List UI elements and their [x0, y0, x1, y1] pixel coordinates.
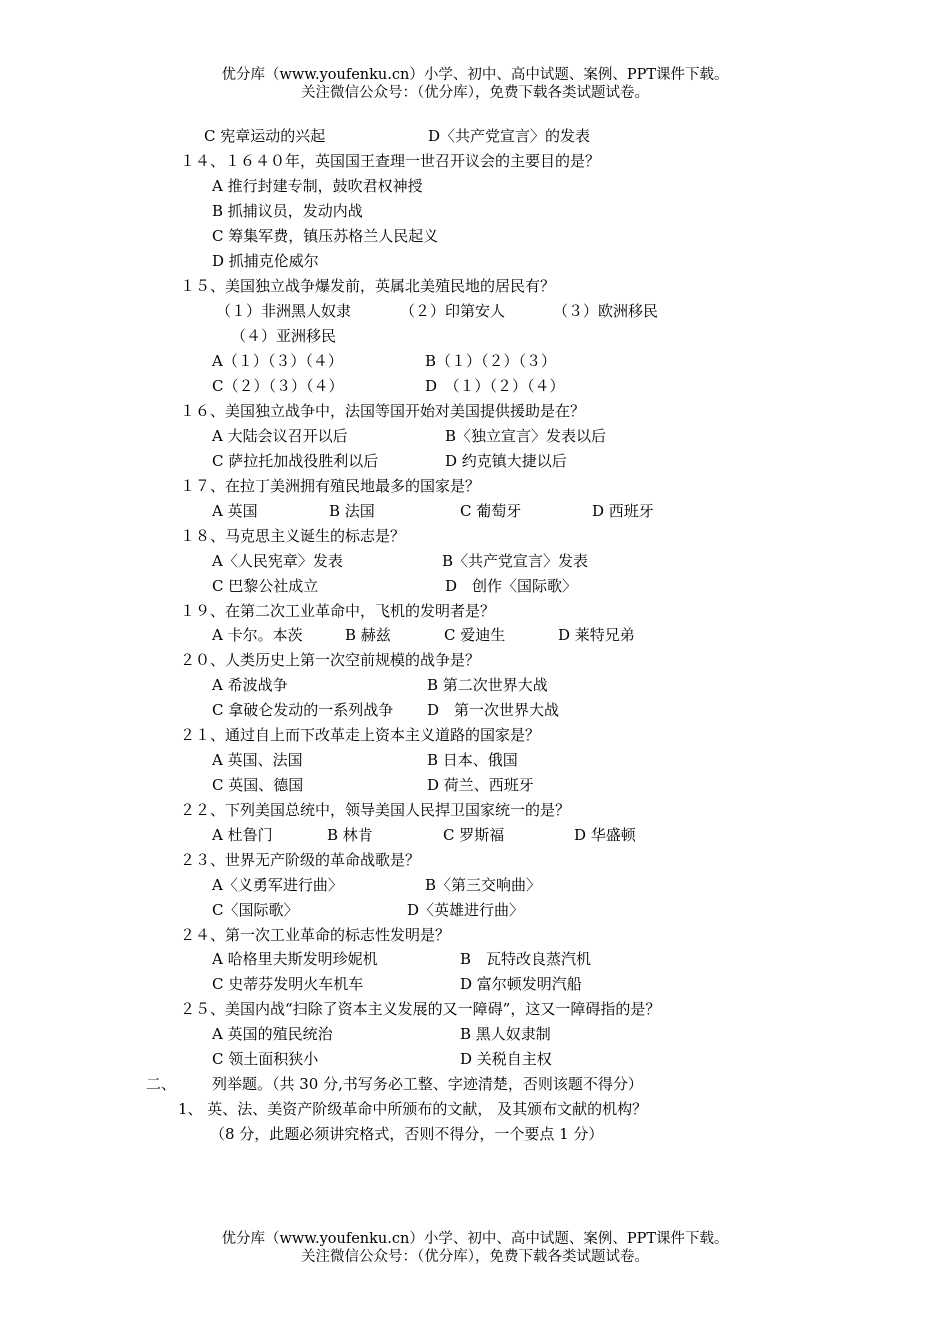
q25-option-c: C 领土面积狭小 — [212, 1050, 319, 1068]
q21-option-b: B 日本、俄国 — [427, 751, 518, 769]
q20-option-c: C 拿破仑发动的一系列战争 — [212, 701, 394, 719]
q17-option-a: A 英国 — [212, 502, 258, 520]
q15-item-3: （３）欧洲移民 — [553, 302, 659, 320]
q17-option-c: C 葡萄牙 — [460, 502, 522, 520]
q21-option-c: C 英国、德国 — [212, 776, 304, 794]
q20-stem: ２０、人类历史上第一次空前规模的战争是？ — [180, 651, 481, 669]
q14-option-d: D 抓捕克伦威尔 — [212, 252, 319, 270]
q15-option-c: C（２）（３）（４） — [212, 377, 344, 395]
q14-option-a: A 推行封建专制，鼓吹君权神授 — [212, 177, 423, 195]
page-footer — [0, 1230, 950, 1266]
q23-option-d: D〈英雄进行曲〉 — [407, 901, 525, 919]
q15-option-a: A（１）（３）（４） — [212, 352, 343, 370]
q19-option-c: C 爱迪生 — [444, 626, 506, 644]
q22-option-d: D 华盛顿 — [574, 826, 636, 844]
q24-option-b: B 瓦特改良蒸汽机 — [460, 950, 592, 968]
section-2-question-1: 1、 英、法、美资产阶级革命中所颁布的文献， 及其颁布文献的机构？ — [178, 1100, 648, 1118]
q18-option-c: C 巴黎公社成立 — [212, 577, 319, 595]
q15-item-4: （４）亚洲移民 — [231, 327, 337, 345]
q25-option-a: A 英国的殖民统治 — [212, 1025, 333, 1043]
q19-stem: １９、在第二次工业革命中，飞机的发明者是？ — [180, 602, 496, 620]
q17-option-d: D 西班牙 — [592, 502, 654, 520]
q17-stem: １７、在拉丁美洲拥有殖民地最多的国家是？ — [180, 477, 481, 495]
q20-option-d: D 第一次世界大战 — [427, 701, 560, 719]
q15-item-2: （２）印第安人 — [400, 302, 506, 320]
section-2-title: 列举题。（共 30 分,书写务必工整、字迹清楚，否则该题不得分） — [212, 1075, 643, 1093]
footer-line-1: 优分库（www.youfenku.cn）小学、初中、高中试题、案例、PPT课件下载。 — [221, 1231, 729, 1247]
q16-option-c: C 萨拉托加战役胜利以后 — [212, 452, 379, 470]
page-header — [0, 66, 950, 102]
q19-option-d: D 莱特兄弟 — [558, 626, 635, 644]
q24-option-d: D 富尔顿发明汽船 — [460, 975, 582, 993]
q25-stem: ２５、美国内战“扫除了资本主义发展的又一障碍”，这又一障碍指的是？ — [180, 1000, 661, 1018]
q23-option-a: A〈义勇军进行曲〉 — [212, 876, 343, 894]
q25-option-d: D 关税自主权 — [460, 1050, 552, 1068]
q23-option-b: B〈第三交响曲〉 — [425, 876, 542, 894]
q14-option-b: B 抓捕议员，发动内战 — [212, 202, 363, 220]
q21-option-a: A 英国、法国 — [212, 751, 303, 769]
q14-option-c: C 筹集军费，镇压苏格兰人民起义 — [212, 227, 439, 245]
section-2-number: 二、 — [146, 1075, 177, 1093]
q13-option-d: D〈共产党宣言〉的发表 — [428, 127, 591, 145]
q13-option-c: C 宪章运动的兴起 — [204, 127, 326, 145]
q21-option-d: D 荷兰、西班牙 — [427, 776, 534, 794]
q14-stem: １４、１６４０年，英国国王查理一世召开议会的主要目的是？ — [180, 152, 601, 170]
q18-option-a: A〈人民宪章〉发表 — [212, 552, 343, 570]
footer-line-2: 关注微信公众号：（优分库），免费下载各类试题试卷。 — [301, 1249, 649, 1265]
section-2-question-1-note: （8 分，此题必须讲究格式，否则不得分，一个要点 1 分） — [210, 1125, 604, 1143]
q16-option-d: D 约克镇大捷以后 — [445, 452, 567, 470]
q24-option-a: A 哈格里夫斯发明珍妮机 — [212, 950, 378, 968]
header-line-1: 优分库（www.youfenku.cn）小学、初中、高中试题、案例、PPT课件下载。 — [221, 67, 729, 83]
q16-option-b: B〈独立宣言〉发表以后 — [445, 427, 607, 445]
q25-option-b: B 黑人奴隶制 — [460, 1025, 551, 1043]
q19-option-b: B 赫兹 — [345, 626, 391, 644]
q18-option-d: D 创作〈国际歌〉 — [445, 577, 578, 595]
q22-option-a: A 杜鲁门 — [212, 826, 273, 844]
q23-stem: ２３、世界无产阶级的革命战歌是？ — [180, 851, 421, 869]
q20-option-b: B 第二次世界大战 — [427, 676, 548, 694]
q15-item-1: （１）非洲黑人奴隶 — [216, 302, 352, 320]
q15-option-b: B（１）（２）（３） — [425, 352, 557, 370]
q22-stem: ２２、下列美国总统中，领导美国人民捍卫国家统一的是？ — [180, 801, 571, 819]
q23-option-c: C〈国际歌〉 — [212, 901, 299, 919]
q24-stem: ２４、第一次工业革命的标志性发明是？ — [180, 926, 451, 944]
q17-option-b: B 法国 — [329, 502, 375, 520]
q22-option-b: B 林肯 — [327, 826, 373, 844]
q18-option-b: B〈共产党宣言〉发表 — [442, 552, 589, 570]
q24-option-c: C 史蒂芬发明火车机车 — [212, 975, 364, 993]
q19-option-a: A 卡尔。本茨 — [212, 626, 303, 644]
q20-option-a: A 希波战争 — [212, 676, 288, 694]
q16-option-a: A 大陆会议召开以后 — [212, 427, 348, 445]
q18-stem: １８、马克思主义诞生的标志是？ — [180, 527, 406, 545]
q21-stem: ２１、通过自上而下改革走上资本主义道路的国家是？ — [180, 726, 541, 744]
q15-option-d: D （１）（２）（４） — [425, 377, 565, 395]
header-line-2: 关注微信公众号：（优分库），免费下载各类试题试卷。 — [301, 85, 649, 101]
q16-stem: １６、美国独立战争中，法国等国开始对美国提供援助是在？ — [180, 402, 586, 420]
q22-option-c: C 罗斯福 — [443, 826, 505, 844]
q15-stem: １５、美国独立战争爆发前，英属北美殖民地的居民有？ — [180, 277, 556, 295]
